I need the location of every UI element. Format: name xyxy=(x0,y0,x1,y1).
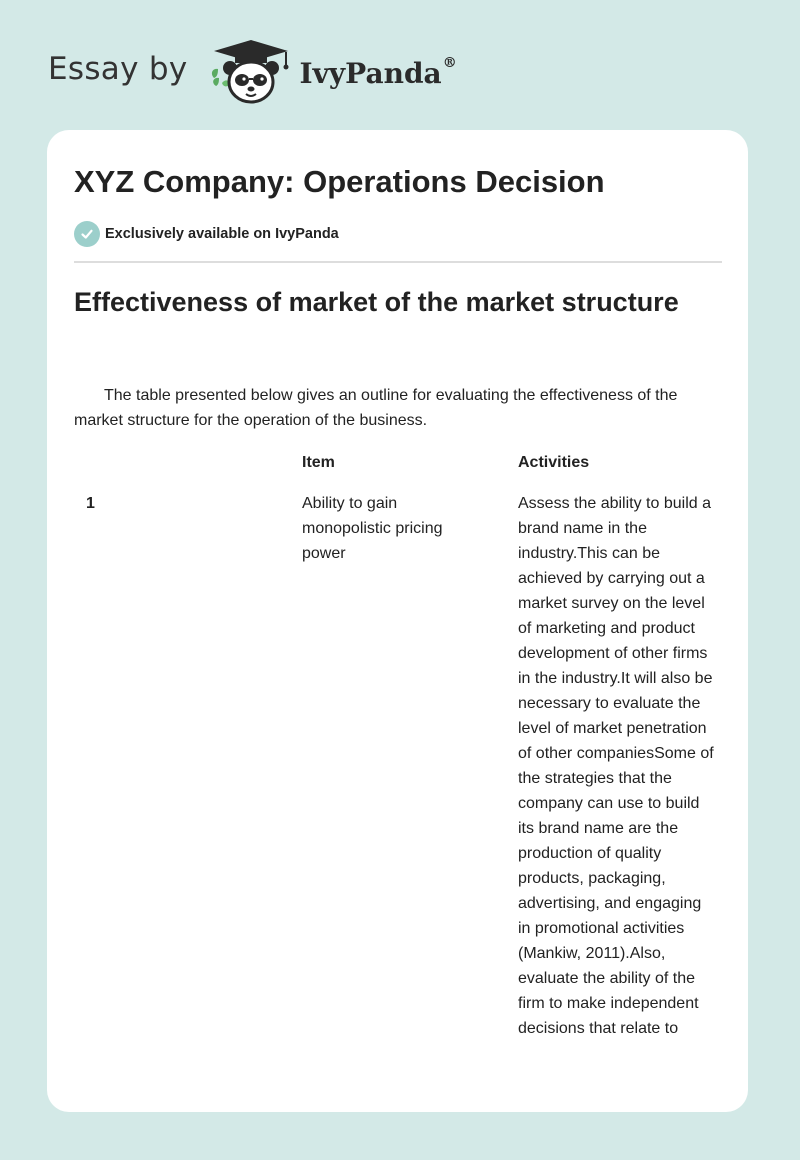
row-item: Ability to gain monopolistic pricing power xyxy=(302,495,443,562)
divider xyxy=(74,261,722,263)
exclusive-badge xyxy=(74,221,339,247)
table-header-item: Item xyxy=(302,454,335,471)
row-number: 1 xyxy=(86,495,95,512)
panda-graduate-icon xyxy=(206,36,296,106)
registered-mark: ® xyxy=(442,54,457,71)
intro-paragraph: The table presented below gives an outline for evaluating the effectiveness of the market structure for the operation of the business. xyxy=(74,387,678,429)
brand-name: IvyPanda® xyxy=(299,54,457,90)
check-icon xyxy=(74,221,100,247)
document-card xyxy=(47,130,748,1112)
brand-prefix: Essay by xyxy=(48,51,188,87)
section-heading: Effectiveness of market of the market structure xyxy=(74,287,679,317)
table-header-activities: Activities xyxy=(518,454,590,471)
page-title: XYZ Company: Operations Decision xyxy=(74,164,605,199)
brand-header[interactable] xyxy=(48,36,457,106)
badge-label: Exclusively available on IvyPanda xyxy=(105,226,339,242)
row-activities: Assess the ability to build a brand name in the industry.This can be achieved by carrying out a market survey on the level of marketing and product development of other firms in the industry.It will also be necessary to evaluate the level of market penetration of other companiesSome of the strategies that the company can use to build its brand name are the production of quality products, packaging, advertising, and engaging in promotional activities (Mankiw, 2011).Also, evaluate the ability of the firm to make independent decisions that relate to xyxy=(518,495,714,1037)
